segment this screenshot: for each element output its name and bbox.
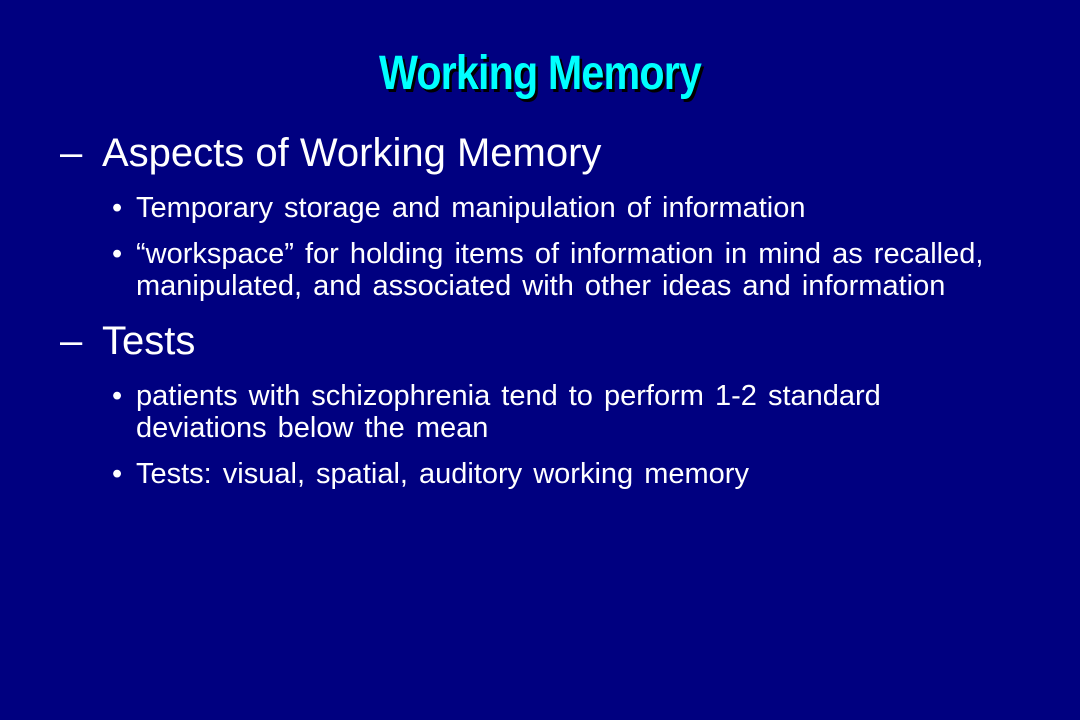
bullet-icon: • [112,458,123,490]
slide-content [60,128,1020,490]
section-aspects [60,128,1020,302]
section-heading [60,128,1020,178]
bullet-text: Tests: visual, spatial, auditory working memory [136,458,749,490]
section-tests [60,316,1020,490]
bullet-text: Temporary storage and manipulation of information [136,192,806,224]
dash-marker: – [60,319,83,363]
heading-text: Tests [102,319,196,363]
bullet-item [112,192,1020,224]
bullet-item [112,380,1020,444]
bullet-item [112,458,1020,490]
bullet-list [60,380,1020,490]
section-heading [60,316,1020,366]
heading-text: Aspects of Working Memory [102,131,602,175]
bullet-list [60,192,1020,302]
bullet-icon: • [112,192,123,224]
bullet-text: “workspace” for holding items of information in mind as recalled, manipulated, and associated with other ideas and information [136,238,984,302]
bullet-item [112,238,1020,302]
slide-title: Working Memory [378,47,702,100]
bullet-text: patients with schizophrenia tend to perform 1-2 standard deviations below the mean [136,380,881,444]
bullet-icon: • [112,238,123,270]
bullet-icon: • [112,380,123,412]
dash-marker: – [60,131,83,175]
